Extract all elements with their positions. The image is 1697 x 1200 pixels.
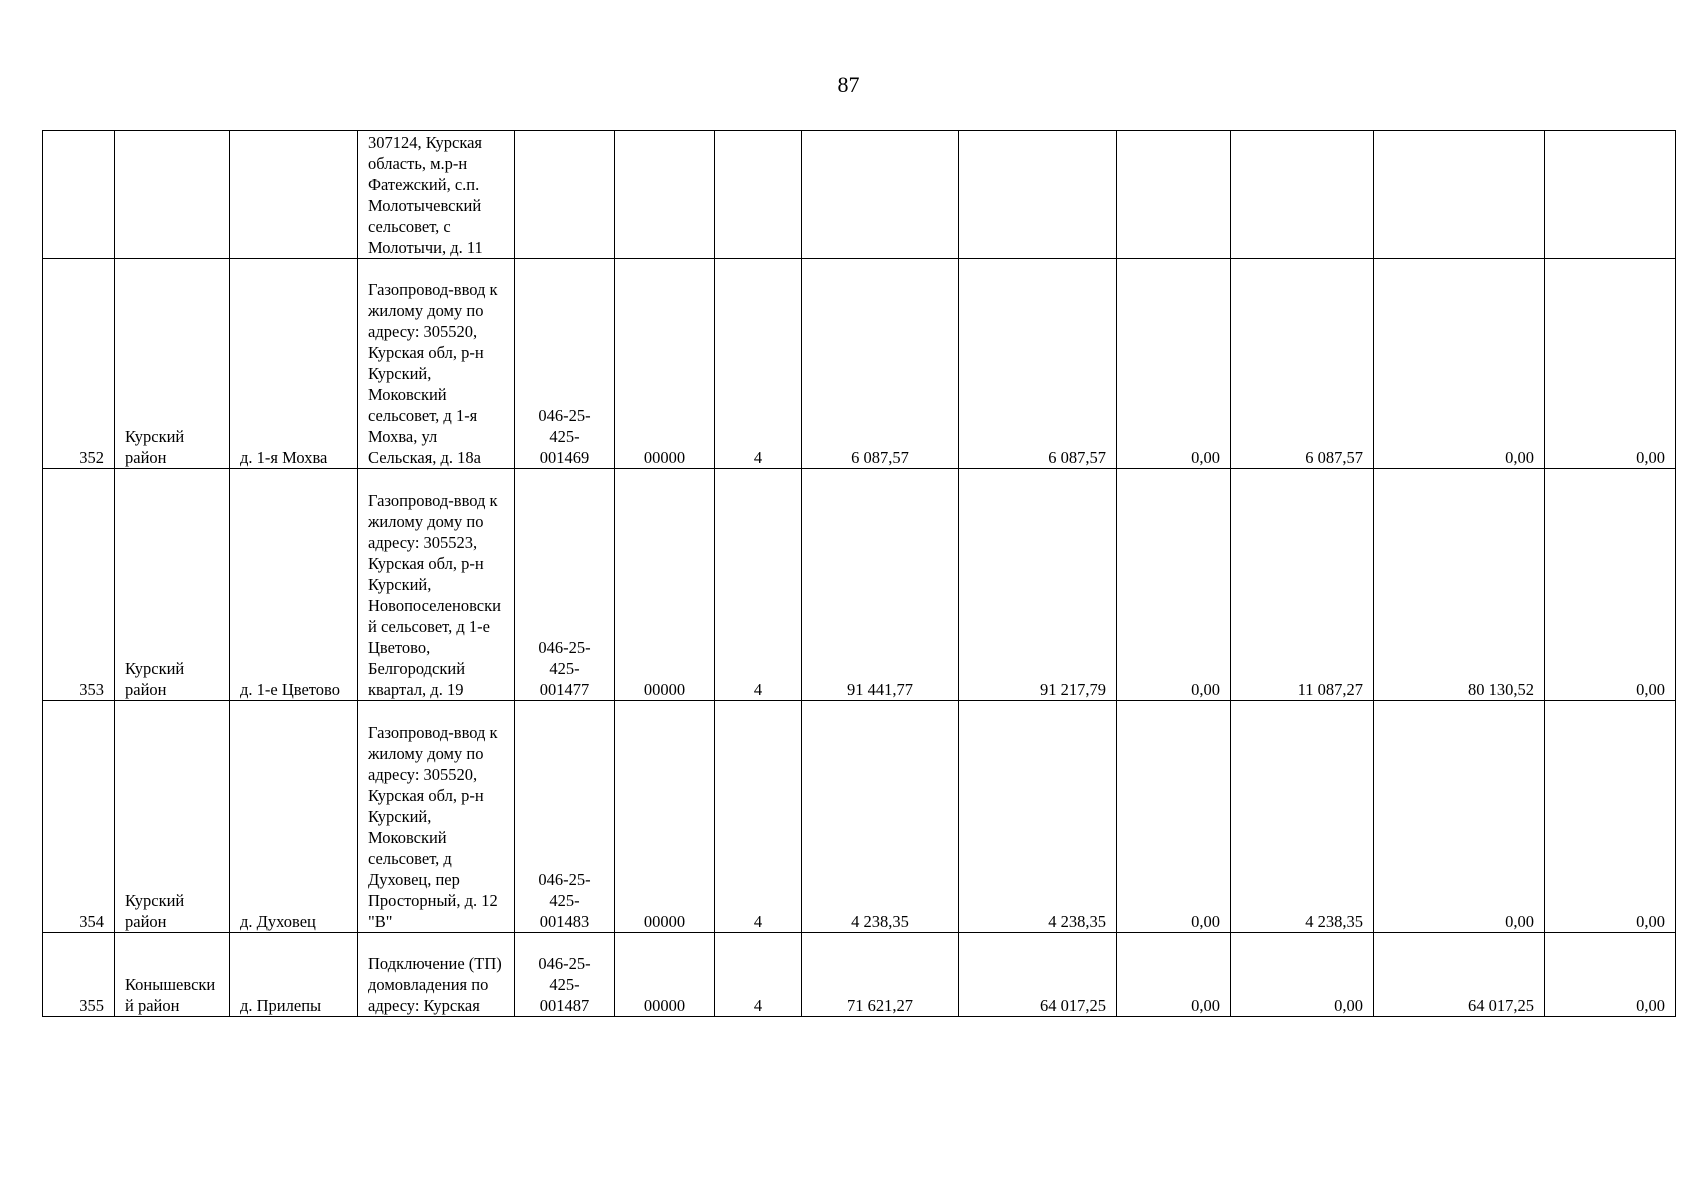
cell-locality: д. 1-я Мохва	[230, 259, 358, 469]
table-row	[43, 469, 1676, 701]
cell-locality	[230, 131, 358, 259]
cell-description: Газопровод-ввод к жилому дому по адресу: 305520, Курская обл, р-н Курский, Моковский сельсовет, д 1-я Мохва, ул Сельская, д. 18а	[358, 259, 515, 469]
cell-amount5: 0,00	[1374, 259, 1545, 469]
cell-amount6: 0,00	[1545, 701, 1676, 933]
cell-amount2: 91 217,79	[959, 469, 1117, 701]
cell-amount3: 0,00	[1117, 933, 1231, 1017]
cell-amount3	[1117, 131, 1231, 259]
cell-kosgu: 00000	[615, 701, 715, 933]
cell-locality: д. 1-е Цветово	[230, 469, 358, 701]
cell-amount1: 4 238,35	[802, 701, 959, 933]
cell-amount1: 6 087,57	[802, 259, 959, 469]
cell-kosgu: 00000	[615, 933, 715, 1017]
cell-no: 353	[43, 469, 115, 701]
cell-type: 4	[715, 469, 802, 701]
cell-kosgu: 00000	[615, 469, 715, 701]
cell-code: 046-25-425-001483	[515, 701, 615, 933]
cell-kosgu: 00000	[615, 259, 715, 469]
cell-amount2: 64 017,25	[959, 933, 1117, 1017]
cell-description: Подключение (ТП) домовладения по адресу: Курская	[358, 933, 515, 1017]
cell-amount1: 91 441,77	[802, 469, 959, 701]
cell-type: 4	[715, 259, 802, 469]
cell-amount4: 11 087,27	[1231, 469, 1374, 701]
cell-amount2: 6 087,57	[959, 259, 1117, 469]
cell-description: Газопровод-ввод к жилому дому по адресу: 305520, Курская обл, р-н Курский, Моковский сельсовет, д Духовец, пер Просторный, д. 12 "В"	[358, 701, 515, 933]
cell-code: 046-25-425-001477	[515, 469, 615, 701]
cell-no: 354	[43, 701, 115, 933]
cell-amount5	[1374, 131, 1545, 259]
table-row-continuation	[43, 131, 1676, 259]
cell-amount6: 0,00	[1545, 933, 1676, 1017]
cell-amount4	[1231, 131, 1374, 259]
cell-district: Конышевский район	[115, 933, 230, 1017]
cell-amount1: 71 621,27	[802, 933, 959, 1017]
cell-amount3: 0,00	[1117, 469, 1231, 701]
cell-no	[43, 131, 115, 259]
cell-amount4: 4 238,35	[1231, 701, 1374, 933]
cell-district	[115, 131, 230, 259]
cell-amount4: 0,00	[1231, 933, 1374, 1017]
table-row	[43, 259, 1676, 469]
cell-description: Газопровод-ввод к жилому дому по адресу: 305523, Курская обл, р-н Курский, Новопоселеновский сельсовет, д 1-е Цветово, Белгородский квартал, д. 19	[358, 469, 515, 701]
cell-district: Курский район	[115, 469, 230, 701]
cell-no: 355	[43, 933, 115, 1017]
cell-amount3: 0,00	[1117, 259, 1231, 469]
table-row	[43, 933, 1676, 1017]
cell-amount2: 4 238,35	[959, 701, 1117, 933]
cell-type: 4	[715, 701, 802, 933]
cell-district: Курский район	[115, 259, 230, 469]
cell-amount5: 0,00	[1374, 701, 1545, 933]
cell-amount5: 80 130,52	[1374, 469, 1545, 701]
cell-amount4: 6 087,57	[1231, 259, 1374, 469]
cell-district: Курский район	[115, 701, 230, 933]
table-row	[43, 701, 1676, 933]
cell-code	[515, 131, 615, 259]
cell-amount6: 0,00	[1545, 259, 1676, 469]
cell-type	[715, 131, 802, 259]
cell-no: 352	[43, 259, 115, 469]
cell-amount1	[802, 131, 959, 259]
cell-code: 046-25-425-001469	[515, 259, 615, 469]
cell-code: 046-25-425-001487	[515, 933, 615, 1017]
cell-locality: д. Прилепы	[230, 933, 358, 1017]
cell-amount3: 0,00	[1117, 701, 1231, 933]
cell-locality: д. Духовец	[230, 701, 358, 933]
cell-amount6	[1545, 131, 1676, 259]
cell-kosgu	[615, 131, 715, 259]
data-table	[42, 130, 1676, 1017]
cell-amount2	[959, 131, 1117, 259]
page-number: 87	[837, 72, 860, 97]
cell-type: 4	[715, 933, 802, 1017]
cell-amount5: 64 017,25	[1374, 933, 1545, 1017]
cell-description: 307124, Курская область, м.р-н Фатежский, с.п. Молотычевский сельсовет, с Молотычи, д. 11	[358, 131, 515, 259]
cell-amount6: 0,00	[1545, 469, 1676, 701]
